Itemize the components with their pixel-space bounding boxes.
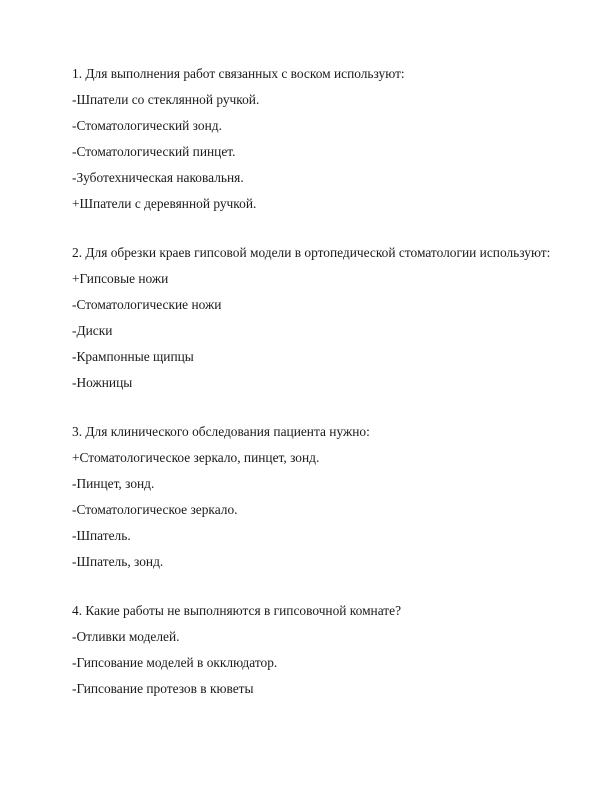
answer-option: -Пинцет, зонд. <box>72 476 155 491</box>
answer-option: +Стоматологическое зеркало, пинцет, зонд. <box>72 450 320 465</box>
answer-option: -Крампонные щипцы <box>72 349 194 364</box>
question-3 <box>72 424 552 570</box>
question-1 <box>72 66 552 212</box>
answer-option: -Стоматологический зонд. <box>72 118 222 133</box>
answer-option: +Шпатели с деревянной ручкой. <box>72 196 257 211</box>
question-4 <box>72 603 552 697</box>
question-text: 3. Для клинического обследования пациента нужно: <box>72 424 370 439</box>
answer-option: -Шпатель. <box>72 528 131 543</box>
question-text: 4. Какие работы не выполняются в гипсовочной комнате? <box>72 603 402 618</box>
answer-option: -Стоматологическое зеркало. <box>72 502 238 517</box>
answer-option: -Шпатель, зонд. <box>72 554 164 569</box>
answer-option: -Стоматологические ножи <box>72 297 222 312</box>
question-text: 1. Для выполнения работ связанных с воском используют: <box>72 66 405 81</box>
answer-option: -Отливки моделей. <box>72 629 180 644</box>
question-2 <box>72 245 552 391</box>
answer-option: -Диски <box>72 323 113 338</box>
answer-option: -Зуботехническая наковальня. <box>72 170 244 185</box>
answer-option: -Гипсование моделей в окклюдатор. <box>72 655 278 670</box>
answer-option: -Ножницы <box>72 375 133 390</box>
question-text: 2. Для обрезки краев гипсовой модели в ортопедической стоматологии используют: <box>72 245 551 260</box>
answer-option: -Гипсование протезов в кюветы <box>72 681 254 696</box>
answer-option: -Стоматологический пинцет. <box>72 144 236 159</box>
answer-option: +Гипсовые ножи <box>72 271 169 286</box>
answer-option: -Шпатели со стеклянной ручкой. <box>72 92 260 107</box>
